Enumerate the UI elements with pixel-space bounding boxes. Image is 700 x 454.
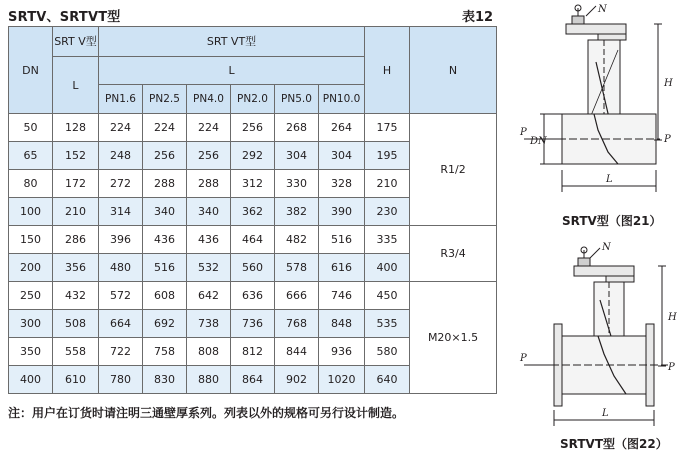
cell-pn: 738 [187,310,231,338]
cell-h: 580 [365,338,410,366]
header-pn10-0: PN10.0 [319,85,365,114]
header-pn1-6: PN1.6 [99,85,143,114]
cell-pn: 608 [143,282,187,310]
header-srtvt: SRT VT型 [99,27,365,57]
cell-dn: 300 [9,310,53,338]
cell-pn: 312 [231,170,275,198]
cell-pn: 480 [99,254,143,282]
header-pn4-0: PN4.0 [187,85,231,114]
cell-pn: 560 [231,254,275,282]
table-number: 表12 [462,10,494,25]
caption-srtvt: SRTVT型（图22） [560,437,668,451]
cell-h: 335 [365,226,410,254]
cell-pn: 830 [143,366,187,394]
cell-pn: 304 [319,142,365,170]
cell-pn: 390 [319,198,365,226]
cell-pn: 616 [319,254,365,282]
cell-pn: 256 [231,114,275,142]
cell-n: R1/2 [410,114,497,226]
cell-pn: 812 [231,338,275,366]
cell-h: 400 [365,254,410,282]
cell-pn: 268 [275,114,319,142]
cell-pn: 292 [231,142,275,170]
srtv-drawing [510,2,698,202]
diagram-srtv [510,2,698,202]
cell-pn: 572 [99,282,143,310]
header-n: N [410,27,497,114]
cell-pn: 436 [143,226,187,254]
table-row [9,226,497,254]
cell-l: 356 [53,254,99,282]
cell-pn: 340 [143,198,187,226]
cell-pn: 272 [99,170,143,198]
cell-dn: 50 [9,114,53,142]
header-dn: DN [9,27,53,114]
cell-pn: 848 [319,310,365,338]
cell-pn: 936 [319,338,365,366]
cell-pn: 666 [275,282,319,310]
cell-h: 175 [365,114,410,142]
caption-srtv: SRTV型（图21） [562,214,662,228]
cell-pn: 264 [319,114,365,142]
header-pn2-5: PN2.5 [143,85,187,114]
cell-pn: 224 [143,114,187,142]
cell-h: 535 [365,310,410,338]
cell-l: 558 [53,338,99,366]
cell-dn: 100 [9,198,53,226]
cell-l: 508 [53,310,99,338]
cell-pn: 314 [99,198,143,226]
header-srtv: SRT V型 [53,27,99,57]
cell-pn: 516 [319,226,365,254]
cell-dn: 250 [9,282,53,310]
cell-l: 432 [53,282,99,310]
cell-pn: 722 [99,338,143,366]
table-row [9,282,497,310]
cell-pn: 256 [187,142,231,170]
header-l-srtvt: L [99,57,365,85]
diagram-srtvt [510,236,698,432]
cell-pn: 304 [275,142,319,170]
cell-pn: 880 [187,366,231,394]
cell-dn: 200 [9,254,53,282]
header-pn5-0: PN5.0 [275,85,319,114]
cell-pn: 396 [99,226,143,254]
cell-pn: 362 [231,198,275,226]
cell-pn: 746 [319,282,365,310]
srtvt-drawing [510,236,698,432]
cell-pn: 1020 [319,366,365,394]
label-p-left: P [520,353,527,364]
cell-pn: 578 [275,254,319,282]
label-l: L [602,408,609,419]
cell-pn: 224 [99,114,143,142]
cell-dn: 65 [9,142,53,170]
cell-pn: 736 [231,310,275,338]
cell-pn: 864 [231,366,275,394]
cell-dn: 350 [9,338,53,366]
label-h: H [664,78,673,89]
cell-pn: 288 [143,170,187,198]
cell-pn: 844 [275,338,319,366]
cell-l: 152 [53,142,99,170]
cell-pn: 340 [187,198,231,226]
cell-pn: 288 [187,170,231,198]
cell-pn: 248 [99,142,143,170]
cell-h: 450 [365,282,410,310]
cell-pn: 768 [275,310,319,338]
cell-pn: 482 [275,226,319,254]
cell-pn: 328 [319,170,365,198]
cell-l: 172 [53,170,99,198]
label-dn: DN [530,136,547,147]
cell-pn: 636 [231,282,275,310]
header-l-srtv: L [53,57,99,114]
cell-n: M20×1.5 [410,282,497,394]
label-l: L [606,174,613,185]
cell-l: 610 [53,366,99,394]
cell-pn: 382 [275,198,319,226]
table-row [9,114,497,142]
cell-h: 195 [365,142,410,170]
cell-pn: 758 [143,338,187,366]
label-n: N [602,242,611,253]
cell-pn: 256 [143,142,187,170]
header-h: H [365,27,410,114]
cell-pn: 902 [275,366,319,394]
cell-pn: 436 [187,226,231,254]
cell-h: 230 [365,198,410,226]
label-p-right: P [668,362,675,373]
cell-pn: 330 [275,170,319,198]
cell-pn: 642 [187,282,231,310]
cell-l: 128 [53,114,99,142]
label-p-left: P [520,127,527,138]
cell-pn: 808 [187,338,231,366]
label-h: H [668,312,677,323]
cell-pn: 780 [99,366,143,394]
cell-pn: 224 [187,114,231,142]
cell-h: 640 [365,366,410,394]
cell-dn: 80 [9,170,53,198]
cell-h: 210 [365,170,410,198]
label-n: N [598,4,607,15]
label-p-right: P [664,134,671,145]
cell-pn: 692 [143,310,187,338]
cell-pn: 664 [99,310,143,338]
cell-dn: 150 [9,226,53,254]
document-title: SRTV、SRTVT型 [8,10,121,25]
cell-n: R3/4 [410,226,497,282]
cell-pn: 516 [143,254,187,282]
cell-l: 286 [53,226,99,254]
cell-pn: 532 [187,254,231,282]
footnote: 注：用户在订货时请注明三通壁厚系列。列表以外的规格可另行设计制造。 [8,406,405,420]
header-pn2-0: PN2.0 [231,85,275,114]
cell-dn: 400 [9,366,53,394]
cell-l: 210 [53,198,99,226]
spec-table [8,26,497,394]
cell-pn: 464 [231,226,275,254]
